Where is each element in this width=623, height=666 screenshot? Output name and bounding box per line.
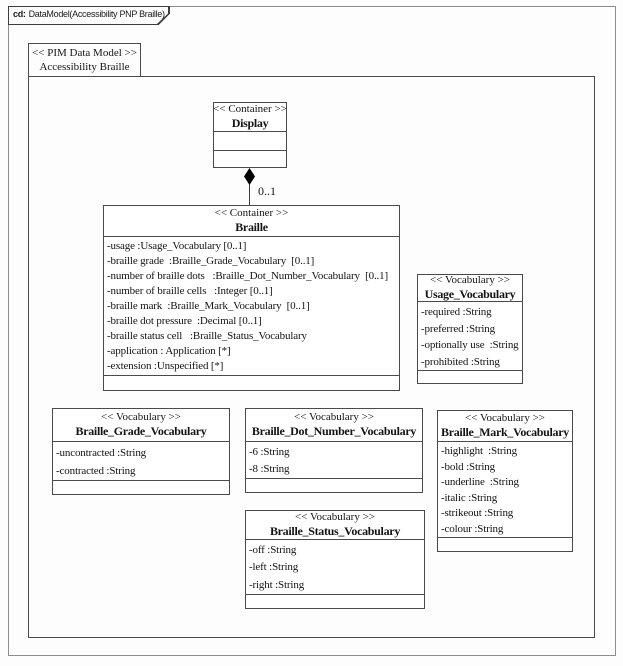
attribute-row: -number of braille cells :Integer [0..1] <box>107 285 273 297</box>
stereotype-label: << Container >> <box>214 207 289 219</box>
tab-prefix: cd: <box>13 9 26 19</box>
operations-compartment <box>53 481 229 494</box>
multiplicity-label: 0..1 <box>258 184 276 198</box>
tab-title: DataModel(Accessibility PNP Braille) <box>28 9 165 19</box>
attributes-compartment <box>418 302 522 371</box>
attribute-row: -underline :String <box>441 476 519 488</box>
class-braille-dot-number-vocabulary[interactable] <box>245 408 423 493</box>
attribute-row: -off :String <box>249 544 297 556</box>
class-header <box>53 409 229 442</box>
class-name: Display <box>231 116 269 130</box>
attribute-row: -italic :String <box>441 491 498 504</box>
attribute-row: -highlight :String <box>441 445 517 457</box>
pim-frame-name: Accessibility Braille <box>39 60 130 73</box>
attribute-row: -6 :String <box>249 446 290 458</box>
attribute-row: -preferred :String <box>421 322 495 335</box>
attribute-row: -extension :Unspecified [*] <box>107 360 224 372</box>
class-header <box>246 511 424 540</box>
attribute-row: -bold :String <box>441 460 495 473</box>
attribute-row: -braille dot pressure :Decimal [0..1] <box>107 315 262 327</box>
attribute-row: -braille mark :Braille_Mark_Vocabulary [0..1] <box>107 300 310 312</box>
class-header <box>104 206 399 237</box>
pim-frame-label[interactable] <box>28 43 141 77</box>
stereotype-label: << Vocabulary >> <box>294 511 375 523</box>
class-name: Braille_Mark_Vocabulary <box>441 425 569 439</box>
attribute-row: -contracted :String <box>56 465 136 477</box>
attributes-compartment <box>246 540 424 595</box>
attributes-compartment <box>214 132 286 151</box>
class-usage-vocabulary[interactable] <box>417 274 523 384</box>
stereotype-label: << Vocabulary >> <box>429 274 510 286</box>
operations-compartment <box>418 371 522 383</box>
attribute-row: -left :String <box>249 561 299 574</box>
attribute-row: -usage :Usage_Vocabulary [0..1] <box>107 240 247 252</box>
class-name: Usage_Vocabulary <box>424 287 516 301</box>
attribute-row: -braille status cell :Braille_Status_Vocabulary <box>107 330 307 342</box>
diagram-tab-label <box>13 9 163 19</box>
operations-compartment <box>246 479 422 492</box>
stereotype-label: << Container >> <box>213 103 287 115</box>
attributes-compartment <box>53 442 229 481</box>
class-header <box>418 275 522 302</box>
class-name: Braille_Status_Vocabulary <box>269 524 401 538</box>
class-name: Braille_Grade_Vocabulary <box>75 424 207 438</box>
attribute-row: -application : Application [*] <box>107 345 231 357</box>
class-braille-mark-vocabulary[interactable] <box>437 410 573 552</box>
attributes-compartment <box>438 442 572 538</box>
pim-frame-stereotype: << PIM Data Model >> <box>32 46 137 59</box>
attribute-row: -8 :String <box>249 463 290 475</box>
attribute-row: -colour :String <box>441 522 504 535</box>
attribute-row: -right :String <box>249 578 305 591</box>
class-display[interactable] <box>213 102 287 168</box>
class-header <box>438 411 572 442</box>
class-header <box>214 103 286 132</box>
class-braille-status-vocabulary[interactable] <box>245 510 425 609</box>
attribute-row: -number of braille dots :Braille_Dot_Number_Vocabulary [0..1] <box>107 270 389 282</box>
stereotype-label: << Vocabulary >> <box>464 412 545 424</box>
operations-compartment <box>214 151 286 167</box>
attribute-row: -strikeout :String <box>441 507 514 519</box>
attribute-row: -braille grade :Braille_Grade_Vocabulary [0..1] <box>107 255 315 267</box>
class-name: Braille <box>235 220 268 234</box>
operations-compartment <box>246 595 424 608</box>
operations-compartment <box>104 376 399 390</box>
attributes-compartment <box>104 237 399 376</box>
attribute-row: -prohibited :String <box>421 355 500 368</box>
class-braille-grade-vocabulary[interactable] <box>52 408 230 495</box>
stereotype-label: << Vocabulary >> <box>100 411 181 423</box>
attributes-compartment <box>246 442 422 479</box>
attribute-row: -uncontracted :String <box>56 447 147 459</box>
attribute-row: -optionally use :String <box>421 339 519 351</box>
attribute-row: -required :String <box>421 306 492 318</box>
class-braille[interactable] <box>103 205 400 391</box>
operations-compartment <box>438 538 572 551</box>
stereotype-label: << Vocabulary >> <box>293 411 374 423</box>
class-name: Braille_Dot_Number_Vocabulary <box>251 424 417 438</box>
class-header <box>246 409 422 442</box>
